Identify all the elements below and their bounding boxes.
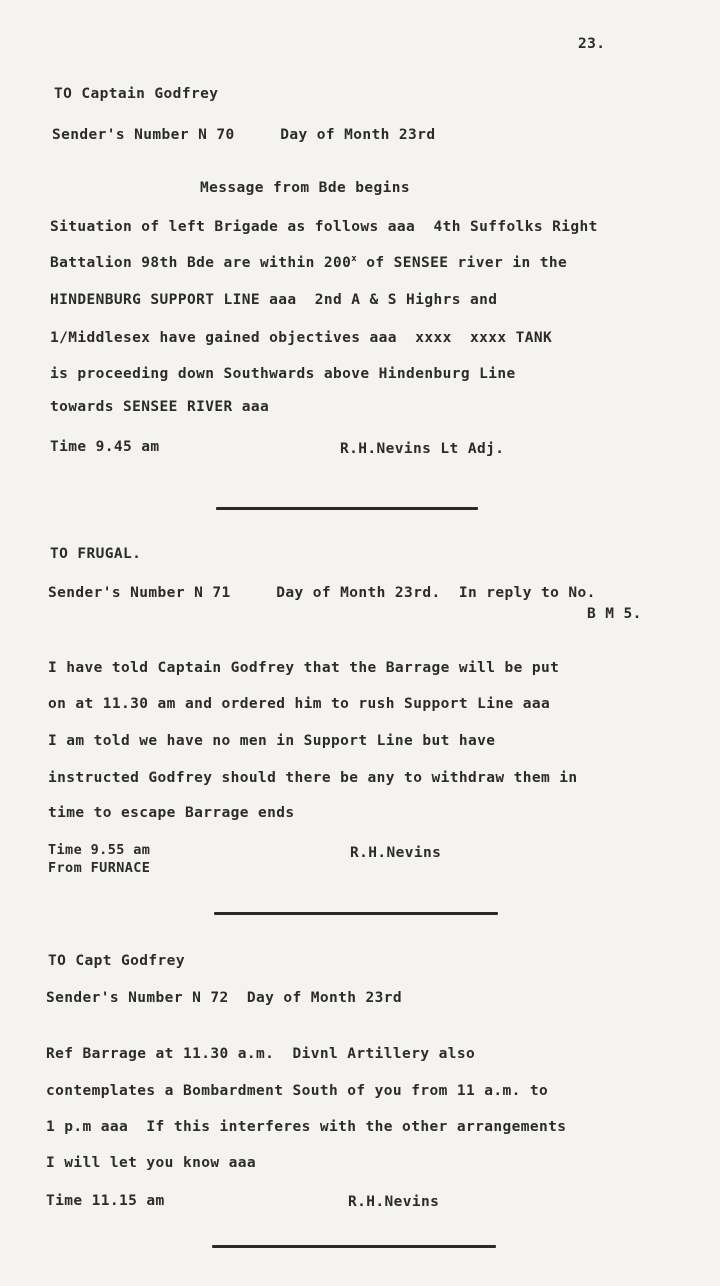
message-1-sender-line: Sender's Number N 70 Day of Month 23rd: [52, 127, 436, 143]
message-2-body-line: time to escape Barrage ends: [48, 805, 295, 821]
message-2-from: From FURNACE: [48, 860, 151, 876]
message-1-body-line: Situation of left Brigade as follows aaa 4th Suffolks Right: [50, 219, 598, 235]
message-3-sender-line: Sender's Number N 72 Day of Month 23rd: [46, 990, 403, 1006]
message-3-body-line: 1 p.m aaa If this interferes with the other arrangements: [46, 1119, 567, 1135]
message-2-time: Time 9.55 am: [48, 842, 151, 858]
message-3-body-line: Ref Barrage at 11.30 a.m. Divnl Artillery also: [46, 1046, 476, 1062]
message-1-body-line: HINDENBURG SUPPORT LINE aaa 2nd A & S Highrs and: [50, 292, 498, 308]
message-3-body-line: I will let you know aaa: [46, 1155, 256, 1171]
message-1-recipient: TO Captain Godfrey: [54, 86, 219, 102]
message-1-body-line: 1/Middlesex have gained objectives aaa xxxx xxxx TANK: [50, 330, 553, 346]
message-2-recipient: TO FRUGAL.: [50, 546, 142, 562]
message-2-body-line: I am told we have no men in Support Line but have: [48, 733, 496, 749]
message-3-time: Time 11.15 am: [46, 1193, 165, 1209]
section-divider: [214, 912, 498, 915]
message-2-body-line: on at 11.30 am and ordered him to rush Support Line aaa: [48, 696, 551, 712]
message-1-body-line: [50, 254, 567, 271]
message-3-recipient: TO Capt Godfrey: [48, 953, 185, 969]
message-1-body-line-end: of SENSEE river in the: [357, 255, 568, 271]
message-1-body-line-start: Battalion 98th Bde are within 200: [50, 255, 352, 271]
message-1-body-line: towards SENSEE RIVER aaa: [50, 399, 270, 415]
message-2-body-line: I have told Captain Godfrey that the Barrage will be put: [48, 660, 560, 676]
message-2-signature: R.H.Nevins: [350, 845, 442, 861]
message-1-header: Message from Bde begins: [200, 180, 410, 196]
message-3-signature: R.H.Nevins: [348, 1194, 440, 1210]
message-1-time: Time 9.45 am: [50, 439, 160, 455]
section-divider: [216, 507, 478, 510]
section-divider: [212, 1245, 496, 1248]
superscript-x: x: [351, 254, 358, 264]
message-1-body-line: is proceeding down Southwards above Hindenburg Line: [50, 366, 516, 382]
message-1-signature: R.H.Nevins Lt Adj.: [340, 441, 505, 457]
message-2-body-line: instructed Godfrey should there be any to withdraw them in: [48, 770, 578, 786]
page-number: 23.: [578, 36, 606, 52]
message-3-body-line: contemplates a Bombardment South of you from 11 a.m. to: [46, 1083, 549, 1099]
message-2-reply-reference: B M 5.: [587, 606, 642, 622]
message-2-sender-line: Sender's Number N 71 Day of Month 23rd. In reply to No.: [48, 585, 596, 601]
